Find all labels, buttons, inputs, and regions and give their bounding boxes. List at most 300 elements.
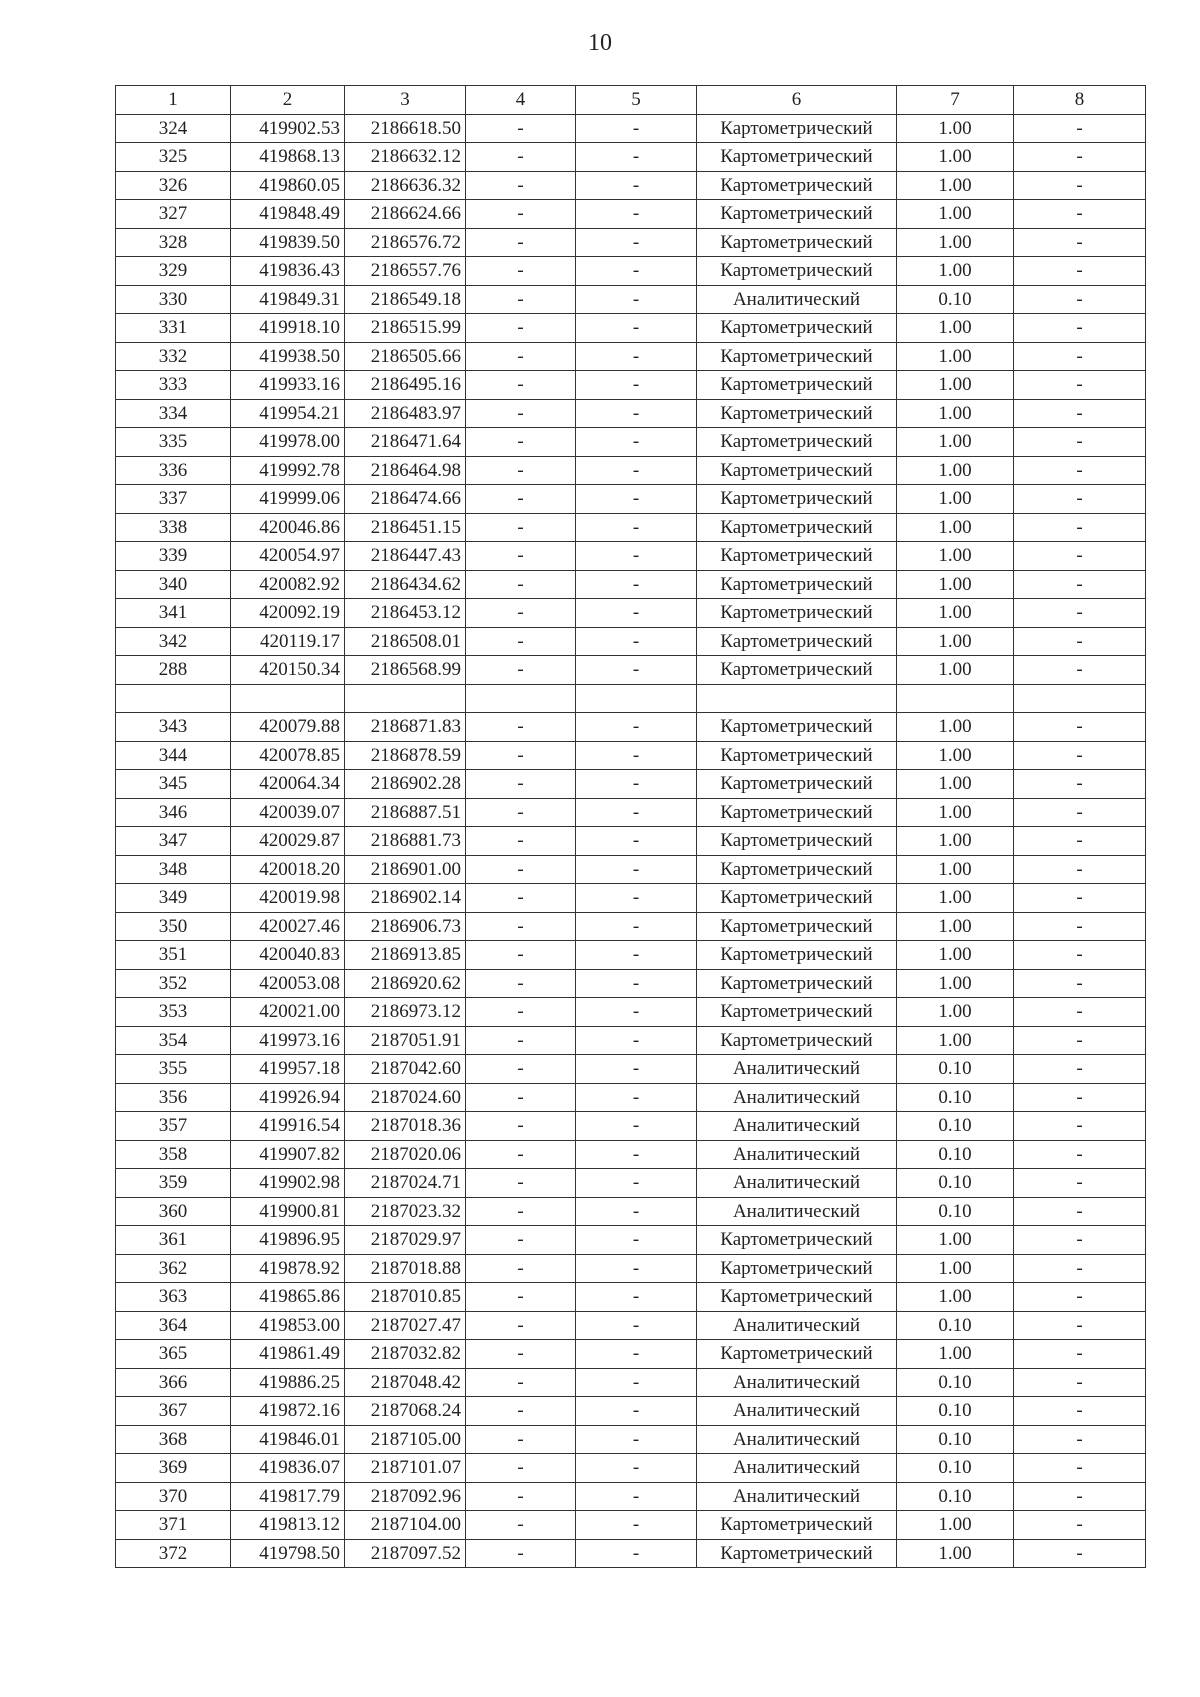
table-cell: 2186878.59 <box>345 741 466 770</box>
table-cell: 340 <box>116 570 231 599</box>
table-cell: - <box>466 1311 576 1340</box>
table-cell <box>576 684 697 713</box>
table-cell: - <box>576 827 697 856</box>
table-row <box>116 485 1146 514</box>
table-cell: - <box>466 827 576 856</box>
table-cell: Картометрический <box>697 599 897 628</box>
table-cell: 348 <box>116 855 231 884</box>
table-cell: 2187104.00 <box>345 1511 466 1540</box>
table-cell: 2187051.91 <box>345 1026 466 1055</box>
table-cell: - <box>466 741 576 770</box>
table-cell: - <box>576 285 697 314</box>
column-header: 6 <box>697 86 897 115</box>
table-cell: - <box>466 599 576 628</box>
table-cell: - <box>466 998 576 1027</box>
table-cell: 369 <box>116 1454 231 1483</box>
table-cell: 2186871.83 <box>345 713 466 742</box>
table-cell: 2186515.99 <box>345 314 466 343</box>
table-cell: 420019.98 <box>231 884 345 913</box>
table-cell: Картометрический <box>697 827 897 856</box>
table-cell: 0.10 <box>897 1055 1014 1084</box>
table-row <box>116 342 1146 371</box>
table-cell: - <box>1014 1254 1146 1283</box>
table-cell: 0.10 <box>897 1112 1014 1141</box>
table-cell: 420039.07 <box>231 798 345 827</box>
table-row <box>116 1226 1146 1255</box>
table-cell: 2186920.62 <box>345 969 466 998</box>
table-cell: Аналитический <box>697 1425 897 1454</box>
table-cell: 330 <box>116 285 231 314</box>
table-cell: 1.00 <box>897 399 1014 428</box>
table-cell: 1.00 <box>897 228 1014 257</box>
table-cell: - <box>466 1169 576 1198</box>
table-row <box>116 114 1146 143</box>
table-cell: 366 <box>116 1368 231 1397</box>
table-row <box>116 1055 1146 1084</box>
table-cell <box>231 684 345 713</box>
table-row <box>116 200 1146 229</box>
table-cell: 2186557.76 <box>345 257 466 286</box>
table-cell: - <box>1014 713 1146 742</box>
table-cell: 2187092.96 <box>345 1482 466 1511</box>
table-cell: 419916.54 <box>231 1112 345 1141</box>
table-cell: Картометрический <box>697 1511 897 1540</box>
column-header: 2 <box>231 86 345 115</box>
table-cell: 342 <box>116 627 231 656</box>
table-cell: Картометрический <box>697 1254 897 1283</box>
table-cell: - <box>576 399 697 428</box>
table-cell: 1.00 <box>897 713 1014 742</box>
table-cell: 2186636.32 <box>345 171 466 200</box>
table-cell <box>466 684 576 713</box>
table-cell: Картометрический <box>697 114 897 143</box>
column-header: 7 <box>897 86 1014 115</box>
table-cell: Картометрический <box>697 998 897 1027</box>
table-cell: 364 <box>116 1311 231 1340</box>
table-cell: 332 <box>116 342 231 371</box>
table-row <box>116 741 1146 770</box>
table-row <box>116 1140 1146 1169</box>
table-cell: - <box>1014 1283 1146 1312</box>
table-cell: 367 <box>116 1397 231 1426</box>
table-cell: - <box>576 1311 697 1340</box>
table-cell: - <box>1014 1169 1146 1198</box>
table-row <box>116 770 1146 799</box>
table-cell: 419907.82 <box>231 1140 345 1169</box>
table-cell: 1.00 <box>897 485 1014 514</box>
table-cell: 338 <box>116 513 231 542</box>
table-cell: - <box>466 257 576 286</box>
table-cell: 1.00 <box>897 428 1014 457</box>
table-cell: 0.10 <box>897 285 1014 314</box>
table-cell: 288 <box>116 656 231 685</box>
table-cell: - <box>1014 1226 1146 1255</box>
table-cell: 419933.16 <box>231 371 345 400</box>
table-cell: - <box>576 143 697 172</box>
table-cell: 1.00 <box>897 342 1014 371</box>
table-cell: - <box>466 1254 576 1283</box>
table-cell: - <box>466 1482 576 1511</box>
table-cell: - <box>576 969 697 998</box>
table-cell: 2186973.12 <box>345 998 466 1027</box>
table-cell: - <box>466 171 576 200</box>
table-cell: 0.10 <box>897 1482 1014 1511</box>
table-cell: - <box>1014 1083 1146 1112</box>
table-row <box>116 998 1146 1027</box>
table-cell: 1.00 <box>897 143 1014 172</box>
table-cell: - <box>576 257 697 286</box>
table-cell: - <box>576 741 697 770</box>
table-cell: - <box>1014 285 1146 314</box>
table-cell: 1.00 <box>897 1511 1014 1540</box>
table-cell: 1.00 <box>897 1226 1014 1255</box>
table-row <box>116 1026 1146 1055</box>
table-cell: Картометрический <box>697 314 897 343</box>
table-cell: 0.10 <box>897 1140 1014 1169</box>
column-header: 8 <box>1014 86 1146 115</box>
table-cell: 420021.00 <box>231 998 345 1027</box>
table-cell: - <box>576 1454 697 1483</box>
table-cell: 2187027.47 <box>345 1311 466 1340</box>
table-cell: 2186901.00 <box>345 855 466 884</box>
table-cell: - <box>576 1397 697 1426</box>
table-cell: 2187097.52 <box>345 1539 466 1568</box>
table-cell: 419896.95 <box>231 1226 345 1255</box>
table-cell: 0.10 <box>897 1397 1014 1426</box>
table-row <box>116 257 1146 286</box>
table-cell: - <box>466 855 576 884</box>
table-cell: 2186624.66 <box>345 200 466 229</box>
table-cell: 1.00 <box>897 827 1014 856</box>
table-row <box>116 1425 1146 1454</box>
table-cell: - <box>1014 200 1146 229</box>
table-cell: 368 <box>116 1425 231 1454</box>
table-cell: - <box>466 513 576 542</box>
table-cell: 2187105.00 <box>345 1425 466 1454</box>
table-cell: 419836.07 <box>231 1454 345 1483</box>
table-cell: 2186483.97 <box>345 399 466 428</box>
table-row <box>116 1311 1146 1340</box>
table-cell: 419902.53 <box>231 114 345 143</box>
table-cell: - <box>466 770 576 799</box>
table-cell: 2186881.73 <box>345 827 466 856</box>
table-cell: - <box>466 969 576 998</box>
table-cell: Аналитический <box>697 1482 897 1511</box>
table-cell: - <box>466 314 576 343</box>
table-cell: - <box>466 1226 576 1255</box>
table-cell: - <box>466 1026 576 1055</box>
table-cell: 420092.19 <box>231 599 345 628</box>
table-cell: 419957.18 <box>231 1055 345 1084</box>
table-row <box>116 371 1146 400</box>
table-cell: 1.00 <box>897 1283 1014 1312</box>
table-cell: 419813.12 <box>231 1511 345 1540</box>
table-cell: 419848.49 <box>231 200 345 229</box>
table-cell: - <box>466 456 576 485</box>
table-cell: - <box>466 713 576 742</box>
table-cell <box>1014 684 1146 713</box>
table-cell: 2186471.64 <box>345 428 466 457</box>
table-cell: 419839.50 <box>231 228 345 257</box>
table-cell: 2186887.51 <box>345 798 466 827</box>
table-cell: 419954.21 <box>231 399 345 428</box>
table-cell: Аналитический <box>697 1397 897 1426</box>
table-cell: - <box>1014 1425 1146 1454</box>
table-cell: 2187018.36 <box>345 1112 466 1141</box>
table-cell: 2187029.97 <box>345 1226 466 1255</box>
table-cell: 350 <box>116 912 231 941</box>
table-cell: 1.00 <box>897 171 1014 200</box>
table-cell: 420027.46 <box>231 912 345 941</box>
table-cell: - <box>576 1482 697 1511</box>
table-cell: Картометрический <box>697 143 897 172</box>
table-cell: 370 <box>116 1482 231 1511</box>
table-cell: - <box>1014 998 1146 1027</box>
table-row <box>116 627 1146 656</box>
table-row <box>116 513 1146 542</box>
table-cell: - <box>1014 257 1146 286</box>
table-cell: - <box>576 656 697 685</box>
table-cell: 2186505.66 <box>345 342 466 371</box>
table-cell: - <box>466 1425 576 1454</box>
table-cell: 335 <box>116 428 231 457</box>
table-cell: 1.00 <box>897 969 1014 998</box>
column-header: 3 <box>345 86 466 115</box>
table-cell: - <box>466 627 576 656</box>
table-cell: - <box>576 884 697 913</box>
table-cell: 419938.50 <box>231 342 345 371</box>
table-row <box>116 599 1146 628</box>
table-cell: - <box>576 200 697 229</box>
table-cell: - <box>466 1283 576 1312</box>
table-cell: - <box>1014 399 1146 428</box>
table-cell: 419846.01 <box>231 1425 345 1454</box>
table-cell: - <box>466 200 576 229</box>
table-cell: - <box>1014 1055 1146 1084</box>
table-cell: 0.10 <box>897 1311 1014 1340</box>
table-cell: - <box>466 143 576 172</box>
table-cell: - <box>466 485 576 514</box>
table-cell: 420079.88 <box>231 713 345 742</box>
table-cell: - <box>466 428 576 457</box>
table-cell: 365 <box>116 1340 231 1369</box>
table-cell: 1.00 <box>897 599 1014 628</box>
table-cell: - <box>1014 827 1146 856</box>
table-cell: - <box>466 1197 576 1226</box>
table-cell: Картометрический <box>697 570 897 599</box>
table-cell: - <box>1014 884 1146 913</box>
table-row <box>116 1283 1146 1312</box>
table-cell: Картометрический <box>697 171 897 200</box>
table-cell: Картометрический <box>697 200 897 229</box>
table-cell: Аналитический <box>697 1083 897 1112</box>
table-row <box>116 798 1146 827</box>
table-cell: 419878.92 <box>231 1254 345 1283</box>
table-cell: 2187023.32 <box>345 1197 466 1226</box>
table-cell: 0.10 <box>897 1425 1014 1454</box>
table-cell: 420029.87 <box>231 827 345 856</box>
table-cell: - <box>576 1083 697 1112</box>
table-cell: - <box>576 1340 697 1369</box>
table-cell: - <box>576 1140 697 1169</box>
table-cell: 1.00 <box>897 1254 1014 1283</box>
table-cell: 1.00 <box>897 741 1014 770</box>
table-cell: Картометрический <box>697 741 897 770</box>
table-cell: - <box>576 798 697 827</box>
table-cell: - <box>1014 627 1146 656</box>
table-cell: - <box>576 1055 697 1084</box>
table-cell: - <box>576 912 697 941</box>
table-body <box>116 114 1146 1568</box>
table-cell: 356 <box>116 1083 231 1112</box>
table-cell: - <box>576 456 697 485</box>
table-cell: Картометрический <box>697 428 897 457</box>
table-cell: 2187101.07 <box>345 1454 466 1483</box>
table-row <box>116 969 1146 998</box>
table-row <box>116 1511 1146 1540</box>
table-cell: 2187032.82 <box>345 1340 466 1369</box>
table-cell: - <box>576 627 697 656</box>
table-cell: 331 <box>116 314 231 343</box>
table-cell: 0.10 <box>897 1454 1014 1483</box>
table-cell: 2186902.14 <box>345 884 466 913</box>
table-cell: 2186618.50 <box>345 114 466 143</box>
table-cell: - <box>576 314 697 343</box>
table-cell: - <box>576 342 697 371</box>
table-cell: Картометрический <box>697 656 897 685</box>
table-cell: 1.00 <box>897 884 1014 913</box>
table-cell: - <box>1014 1454 1146 1483</box>
table-cell: 1.00 <box>897 314 1014 343</box>
table-cell: - <box>576 713 697 742</box>
table-cell: 419900.81 <box>231 1197 345 1226</box>
table-cell: - <box>1014 1397 1146 1426</box>
table-cell: 2187024.60 <box>345 1083 466 1112</box>
table-cell: 1.00 <box>897 114 1014 143</box>
table-cell: 362 <box>116 1254 231 1283</box>
table-cell: Картометрический <box>697 912 897 941</box>
table-cell: Картометрический <box>697 1226 897 1255</box>
table-cell: Картометрический <box>697 969 897 998</box>
table-cell: - <box>466 1539 576 1568</box>
table-cell: - <box>466 656 576 685</box>
table-cell: - <box>1014 770 1146 799</box>
table-cell: 420082.92 <box>231 570 345 599</box>
table-cell: Картометрический <box>697 513 897 542</box>
table-cell: - <box>1014 599 1146 628</box>
table-cell: 326 <box>116 171 231 200</box>
table-cell: - <box>1014 143 1146 172</box>
table-cell: Аналитический <box>697 1368 897 1397</box>
table-cell: 345 <box>116 770 231 799</box>
table-cell: - <box>576 998 697 1027</box>
table-cell: - <box>1014 114 1146 143</box>
table-cell: 2186568.99 <box>345 656 466 685</box>
table-cell: - <box>576 1283 697 1312</box>
table-cell: Картометрический <box>697 485 897 514</box>
table-cell: 420018.20 <box>231 855 345 884</box>
table-cell: 419861.49 <box>231 1340 345 1369</box>
table-row <box>116 1539 1146 1568</box>
table-row <box>116 912 1146 941</box>
table-cell: 2186549.18 <box>345 285 466 314</box>
table-cell: 324 <box>116 114 231 143</box>
table-row <box>116 428 1146 457</box>
table-cell: - <box>466 570 576 599</box>
table-cell: - <box>1014 656 1146 685</box>
table-cell: 1.00 <box>897 570 1014 599</box>
table-cell: 0.10 <box>897 1197 1014 1226</box>
table-cell: - <box>1014 1311 1146 1340</box>
table-cell: 327 <box>116 200 231 229</box>
table-cell: - <box>466 371 576 400</box>
table-cell: - <box>466 884 576 913</box>
table-cell: Картометрический <box>697 257 897 286</box>
table-cell: - <box>1014 342 1146 371</box>
table-cell: 344 <box>116 741 231 770</box>
table-cell: - <box>576 770 697 799</box>
table-cell: 419973.16 <box>231 1026 345 1055</box>
table-cell: - <box>576 941 697 970</box>
table-row <box>116 314 1146 343</box>
table-cell: Картометрический <box>697 228 897 257</box>
table-row <box>116 1397 1146 1426</box>
table-cell: - <box>576 1169 697 1198</box>
table-cell: 420119.17 <box>231 627 345 656</box>
table-row <box>116 285 1146 314</box>
table-cell: - <box>466 228 576 257</box>
table-cell: - <box>1014 798 1146 827</box>
table-cell: Аналитический <box>697 1311 897 1340</box>
table-cell: 1.00 <box>897 456 1014 485</box>
table-row <box>116 542 1146 571</box>
table-cell: - <box>466 798 576 827</box>
table-cell: 333 <box>116 371 231 400</box>
table-cell: - <box>466 1083 576 1112</box>
table-cell: - <box>466 1397 576 1426</box>
table-cell: 2186434.62 <box>345 570 466 599</box>
table-cell: 419868.13 <box>231 143 345 172</box>
table-cell: 1.00 <box>897 513 1014 542</box>
table-cell: - <box>466 342 576 371</box>
table-cell: 1.00 <box>897 627 1014 656</box>
table-cell: - <box>1014 1340 1146 1369</box>
table-cell: 2186447.43 <box>345 542 466 571</box>
table-cell: 420054.97 <box>231 542 345 571</box>
table-cell: Картометрический <box>697 1340 897 1369</box>
table-cell: 2186576.72 <box>345 228 466 257</box>
table-cell: - <box>1014 1368 1146 1397</box>
table-cell: 334 <box>116 399 231 428</box>
table-cell: 329 <box>116 257 231 286</box>
table-cell: - <box>466 1112 576 1141</box>
table-cell: - <box>1014 485 1146 514</box>
table-cell: 1.00 <box>897 1026 1014 1055</box>
table-cell: 2186508.01 <box>345 627 466 656</box>
table-cell: Картометрический <box>697 627 897 656</box>
table-row <box>116 884 1146 913</box>
column-header: 1 <box>116 86 231 115</box>
table-cell: - <box>1014 1482 1146 1511</box>
table-cell: - <box>576 485 697 514</box>
table-cell: - <box>1014 228 1146 257</box>
table-cell: 420053.08 <box>231 969 345 998</box>
table-cell: 337 <box>116 485 231 514</box>
table-cell: 1.00 <box>897 798 1014 827</box>
table-cell: 0.10 <box>897 1169 1014 1198</box>
table-cell: 2186453.12 <box>345 599 466 628</box>
table-row <box>116 1454 1146 1483</box>
